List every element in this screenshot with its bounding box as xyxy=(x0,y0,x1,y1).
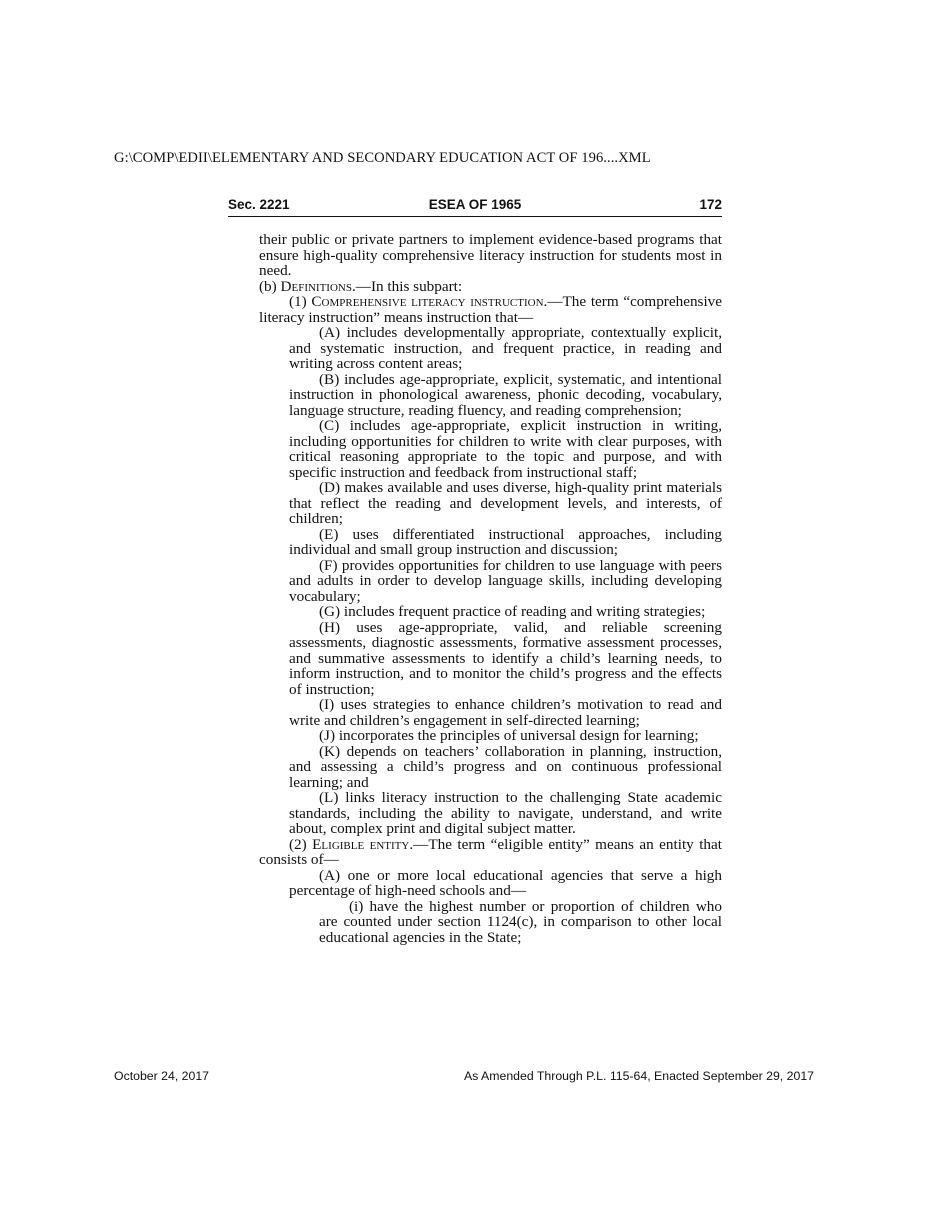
running-head xyxy=(228,197,722,217)
intro-paragraph: their public or private partners to implement evidence-based programs that ensure high-quality comprehensive literacy instruction for students most in need. xyxy=(259,231,722,279)
footer-amended: As Amended Through P.L. 115-64, Enacted September 29, 2017 xyxy=(463,1069,814,1083)
list-item: (A) includes developmentally appropriate, contextually explicit, and systematic instruction, and frequent practice, in reading and writing across content areas; xyxy=(289,324,722,372)
footer-date: October 24, 2017 xyxy=(114,1069,210,1083)
paragraph-1-label: (1) xyxy=(289,293,312,310)
file-path: G:\COMP\EDII\ELEMENTARY AND SECONDARY EDUCATION ACT OF 196....XML xyxy=(114,150,651,166)
list-item: (F) provides opportunities for children to use language with peers and adults in order to develop language skills, including developing vocabulary; xyxy=(289,556,722,605)
list-item: (L) links literacy instruction to the challenging State academic standards, including the ability to navigate, understand, and write about, complex print and digital subject matter. xyxy=(289,789,722,837)
list-item: (H) uses age-appropriate, valid, and reliable screening assessments, diagnostic assessments, formative assessment processes, and summative assessments to identify a child’s learning needs, to inform instruction, and to monitor the child’s progress and the effects of instruction; xyxy=(289,618,722,698)
paragraph-2-heading: Eligible entity xyxy=(312,835,410,853)
subsection-b-heading: Definitions xyxy=(280,277,352,295)
subparagraph-2a: (A) one or more local educational agencies that serve a high percentage of high-need schools and— xyxy=(289,866,722,899)
list-item: (B) includes age-appropriate, explicit, systematic, and intentional instruction in phonological awareness, phonic decoding, vocabulary, language structure, reading fluency, and reading comprehension; xyxy=(289,370,722,419)
body-text xyxy=(259,232,722,945)
paragraph-2-text: .—The term “eligible entity” means an entity that consists of— xyxy=(259,835,722,868)
paragraph-1 xyxy=(259,294,722,325)
list-item: (K) depends on teachers’ collaboration in planning, instruction, and assessing a child’s progress and on continuous professional learning; and xyxy=(289,742,722,791)
list-item: (D) makes available and uses diverse, high-quality print materials that reflect the reading and development levels, and interests, of children; xyxy=(289,479,722,527)
list-item: (G) includes frequent practice of reading and writing strategies; xyxy=(319,603,706,620)
subsection-b xyxy=(259,279,722,295)
list-item: (E) uses differentiated instructional approaches, including individual and small group instruction and discussion; xyxy=(289,525,722,558)
paragraph-2-label: (2) xyxy=(289,835,313,853)
list-item: (J) incorporates the principles of universal design for learning; xyxy=(319,727,699,744)
subsection-b-text: .—In this subpart: xyxy=(351,277,463,295)
paragraph-1-heading: Comprehensive literacy instruction xyxy=(311,293,544,310)
paragraph-1-text: .—The term “comprehensive literacy instruction” means instruction that— xyxy=(259,293,722,326)
page-number: 172 xyxy=(699,197,722,212)
list-item: (C) includes age-appropriate, explicit instruction in writing, including opportunities for children to write with clear purposes, with critical reasoning appropriate to the topic and purpose, and with specific instruction and feedback from instructional staff; xyxy=(289,417,722,481)
running-title: ESEA OF 1965 xyxy=(428,197,522,212)
list-item: (I) uses strategies to enhance children’s motivation to read and write and children’s engagement in self-directed learning; xyxy=(289,696,722,729)
clause-2a-i: (i) have the highest number or proportion of children who are counted under section 1124(c), in comparison to other local educational agencies in the State; xyxy=(319,897,722,946)
paragraph-2 xyxy=(259,837,722,868)
section-number: Sec. 2221 xyxy=(228,197,290,212)
subsection-b-label: (b) xyxy=(259,277,281,295)
